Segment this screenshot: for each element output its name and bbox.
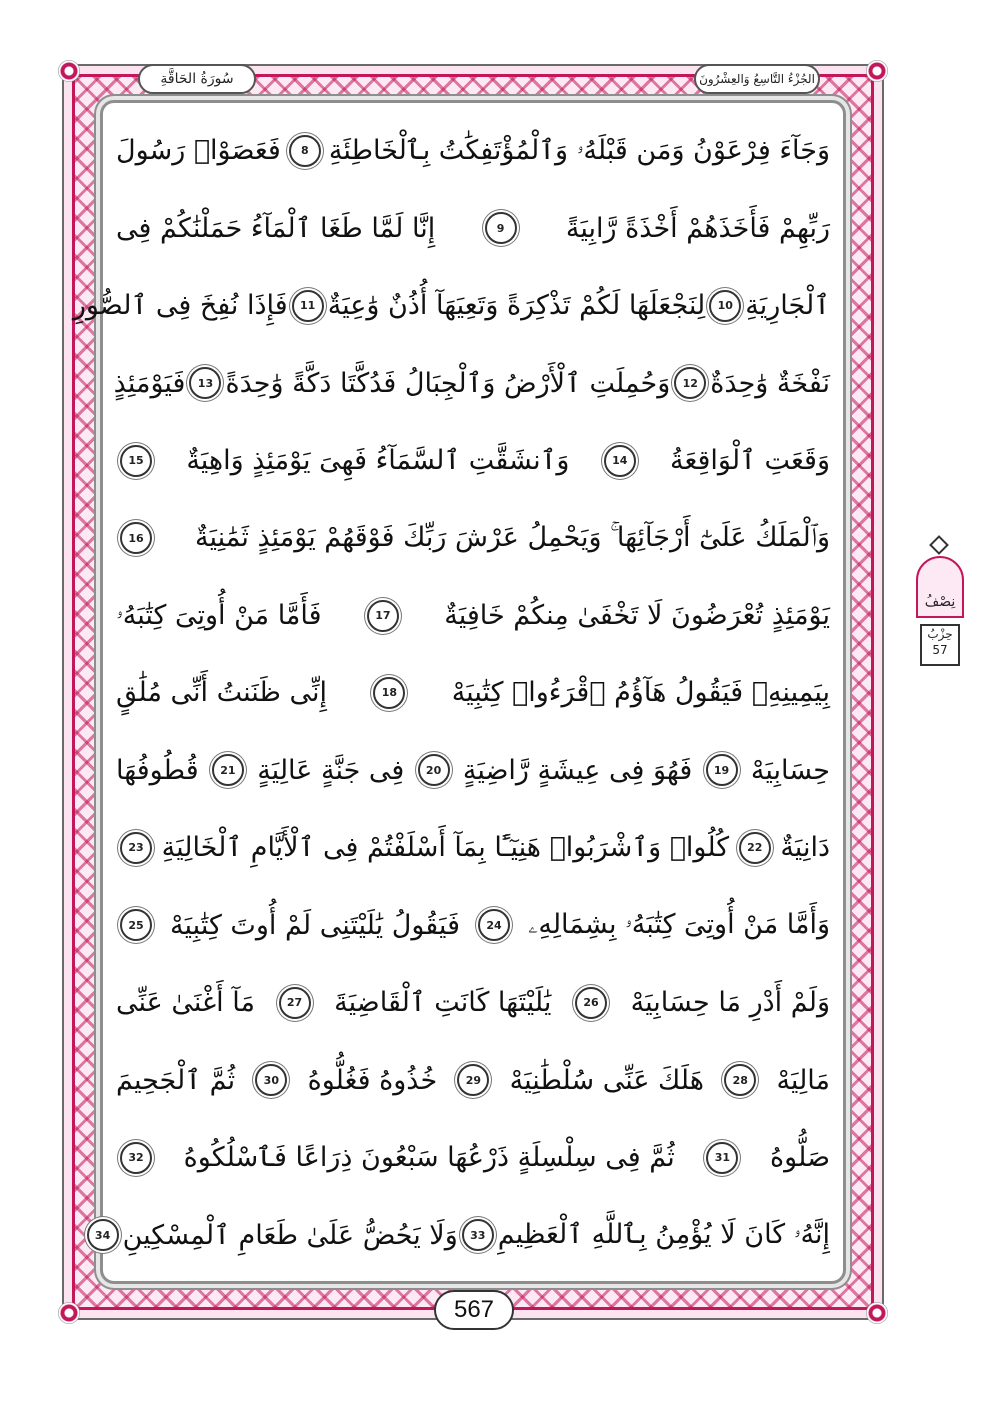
verse-text: فَإِذَا نُفِخَ فِى ٱلصُّورِ	[72, 290, 288, 322]
text-line	[116, 422, 830, 499]
hizb-label: حِزْبُ	[927, 627, 953, 641]
verse-number-marker: 20	[418, 754, 450, 786]
corner-ornament-icon	[58, 60, 80, 82]
verse-number-marker: 16	[120, 522, 152, 554]
verse-text: إِنَّا لَمَّا طَغَا ٱلْمَآءُ حَمَلْنَٰكُمْ فِى	[116, 212, 436, 244]
verse-number-marker: 33	[462, 1219, 494, 1251]
verse-text: يَٰلَيْتَهَا كَانَتِ ٱلْقَاضِيَةَ	[334, 987, 552, 1019]
verse-text: وَٱنشَقَّتِ ٱلسَّمَآءُ فَهِىَ يَوْمَئِذٍ وَاهِيَةٌ	[186, 445, 570, 477]
diamond-icon	[929, 535, 949, 555]
verse-number-marker: 9	[485, 212, 517, 244]
verse-text: كُلُوا۟ وَٱشْرَبُوا۟ هَنِيٓـًٔا بِمَآ أَسْلَفْتُمْ فِى ٱلْأَيَّامِ ٱلْخَالِيَةِ	[161, 832, 730, 864]
juz-name-header: الجُزْءُ التَّاسِعُ وَالعِشْرُونَ	[694, 64, 820, 94]
verse-text: قُطُوفُهَا	[116, 754, 199, 786]
verse-text: فَهُوَ فِى عِيشَةٍ رَّاضِيَةٍ	[462, 754, 693, 786]
text-line	[116, 1119, 830, 1196]
text-line	[116, 964, 830, 1041]
quarter-label: نِصْفُ	[916, 556, 964, 618]
verse-text: خُذُوهُ فَغُلُّوهُ	[307, 1064, 438, 1096]
verse-text: وَقَعَتِ ٱلْوَاقِعَةُ	[670, 445, 830, 477]
verse-number-marker: 11	[292, 290, 324, 322]
verse-number-marker: 31	[706, 1142, 738, 1174]
text-line	[116, 499, 830, 576]
verse-text: وَلَا يَحُضُّ عَلَىٰ طَعَامِ ٱلْمِسْكِينِ	[122, 1219, 458, 1251]
hizb-marker	[912, 538, 968, 668]
verse-number-marker: 27	[279, 987, 311, 1019]
verse-text: فِى جَنَّةٍ عَالِيَةٍ	[257, 754, 405, 786]
text-line	[116, 189, 830, 266]
verse-text: فَيَوْمَئِذٍ	[113, 367, 186, 399]
verse-text: هَلَكَ عَنِّى سُلْطَٰنِيَهْ	[509, 1064, 704, 1096]
verse-text: ثُمَّ فِى سِلْسِلَةٍ ذَرْعُهَا سَبْعُونَ ذِرَاعًا فَٱسْلُكُوهُ	[183, 1142, 675, 1174]
verse-text: فَأَمَّا مَنْ أُوتِىَ كِتَٰبَهُۥ	[116, 599, 322, 631]
hizb-number: 57	[932, 643, 948, 657]
verse-number-marker: 26	[575, 987, 607, 1019]
page-number: 567	[434, 1290, 514, 1330]
verse-number-marker: 19	[706, 754, 738, 786]
verse-text: وَحُمِلَتِ ٱلْأَرْضُ وَٱلْجِبَالُ فَدُكَّتَا دَكَّةً وَٰحِدَةً	[225, 367, 671, 399]
verse-text: فَعَصَوْا۟ رَسُولَ	[116, 135, 281, 167]
verse-number-marker: 22	[739, 832, 771, 864]
text-line	[116, 577, 830, 654]
corner-ornament-icon	[866, 60, 888, 82]
text-line	[94, 1197, 830, 1274]
text-line	[116, 732, 830, 809]
verse-text: صَلُّوهُ	[770, 1142, 830, 1174]
quran-text	[72, 112, 830, 1274]
text-line	[113, 344, 830, 421]
verse-text: دَانِيَةٌ	[780, 832, 830, 864]
verse-text: وَأَمَّا مَنْ أُوتِىَ كِتَٰبَهُۥ بِشِمَالِهِۦ	[528, 909, 830, 941]
verse-number-marker: 8	[289, 135, 321, 167]
corner-ornament-icon	[866, 1302, 888, 1324]
verse-number-marker: 12	[674, 367, 706, 399]
verse-number-marker: 23	[120, 832, 152, 864]
verse-number-marker: 34	[87, 1219, 119, 1251]
corner-ornament-icon	[58, 1302, 80, 1324]
verse-number-marker: 30	[255, 1064, 287, 1096]
verse-text: مَآ أَغْنَىٰ عَنِّى	[116, 987, 255, 1019]
verse-text: حِسَابِيَهْ	[750, 754, 830, 786]
verse-text: يَوْمَئِذٍ تُعْرَضُونَ لَا تَخْفَىٰ مِنكُمْ خَافِيَةٌ	[444, 600, 830, 632]
verse-number-marker: 24	[478, 909, 510, 941]
verse-number-marker: 25	[120, 909, 152, 941]
verse-text: بِيَمِينِهِۦ فَيَقُولُ هَآؤُمُ ٱقْرَءُوا۟ كِتَٰبِيَهْ	[451, 677, 830, 709]
verse-number-marker: 17	[367, 600, 399, 632]
verse-number-marker: 32	[120, 1142, 152, 1174]
verse-number-marker: 14	[604, 445, 636, 477]
verse-number-marker: 29	[457, 1064, 489, 1096]
text-line	[116, 1042, 830, 1119]
verse-text: نَفْخَةٌ وَٰحِدَةٌ	[710, 367, 830, 399]
text-line	[72, 267, 830, 344]
text-line	[116, 112, 830, 189]
surah-name-header: سُورَةُ الحَاقَّةِ	[138, 64, 256, 94]
verse-number-marker: 28	[724, 1064, 756, 1096]
verse-text: لِنَجْعَلَهَا لَكُمْ تَذْكِرَةً وَتَعِيَهَآ أُذُنٌ وَٰعِيَةٌ	[327, 290, 706, 322]
verse-text: إِنِّى ظَنَنتُ أَنِّى مُلَٰقٍ	[116, 677, 328, 709]
verse-text: وَجَآءَ فِرْعَوْنُ وَمَن قَبْلَهُۥ وَٱلْمُؤْتَفِكَٰتُ بِٱلْخَاطِئَةِ	[328, 134, 830, 166]
verse-number-marker: 21	[212, 754, 244, 786]
verse-text: فَيَقُولُ يَٰلَيْتَنِى لَمْ أُوتَ كِتَٰبِيَهْ	[170, 909, 460, 941]
verse-text: ثُمَّ ٱلْجَحِيمَ	[116, 1064, 236, 1096]
text-line	[116, 654, 830, 731]
verse-text: مَالِيَهْ	[776, 1064, 830, 1096]
verse-text: وَٱلْمَلَكُ عَلَىٰٓ أَرْجَآئِهَا ۚ وَيَحْمِلُ عَرْشَ رَبِّكَ فَوْقَهُمْ يَوْمَئِذٍ ثَمَٰنِيَةٌ	[195, 522, 830, 554]
hizb-box	[920, 624, 960, 666]
verse-text: وَلَمْ أَدْرِ مَا حِسَابِيَهْ	[630, 987, 830, 1019]
verse-text: رَبِّهِمْ فَأَخَذَهُمْ أَخْذَةً رَّابِيَةً	[565, 212, 830, 244]
verse-number-marker: 13	[189, 367, 221, 399]
text-line	[116, 809, 830, 886]
verse-number-marker: 18	[373, 677, 405, 709]
text-line	[116, 887, 830, 964]
verse-number-marker: 10	[709, 290, 741, 322]
verse-number-marker: 15	[120, 445, 152, 477]
verse-text: إِنَّهُۥ كَانَ لَا يُؤْمِنُ بِٱللَّهِ ٱلْعَظِيمِ	[497, 1219, 830, 1251]
verse-text: ٱلْجَارِيَةِ	[745, 290, 830, 322]
